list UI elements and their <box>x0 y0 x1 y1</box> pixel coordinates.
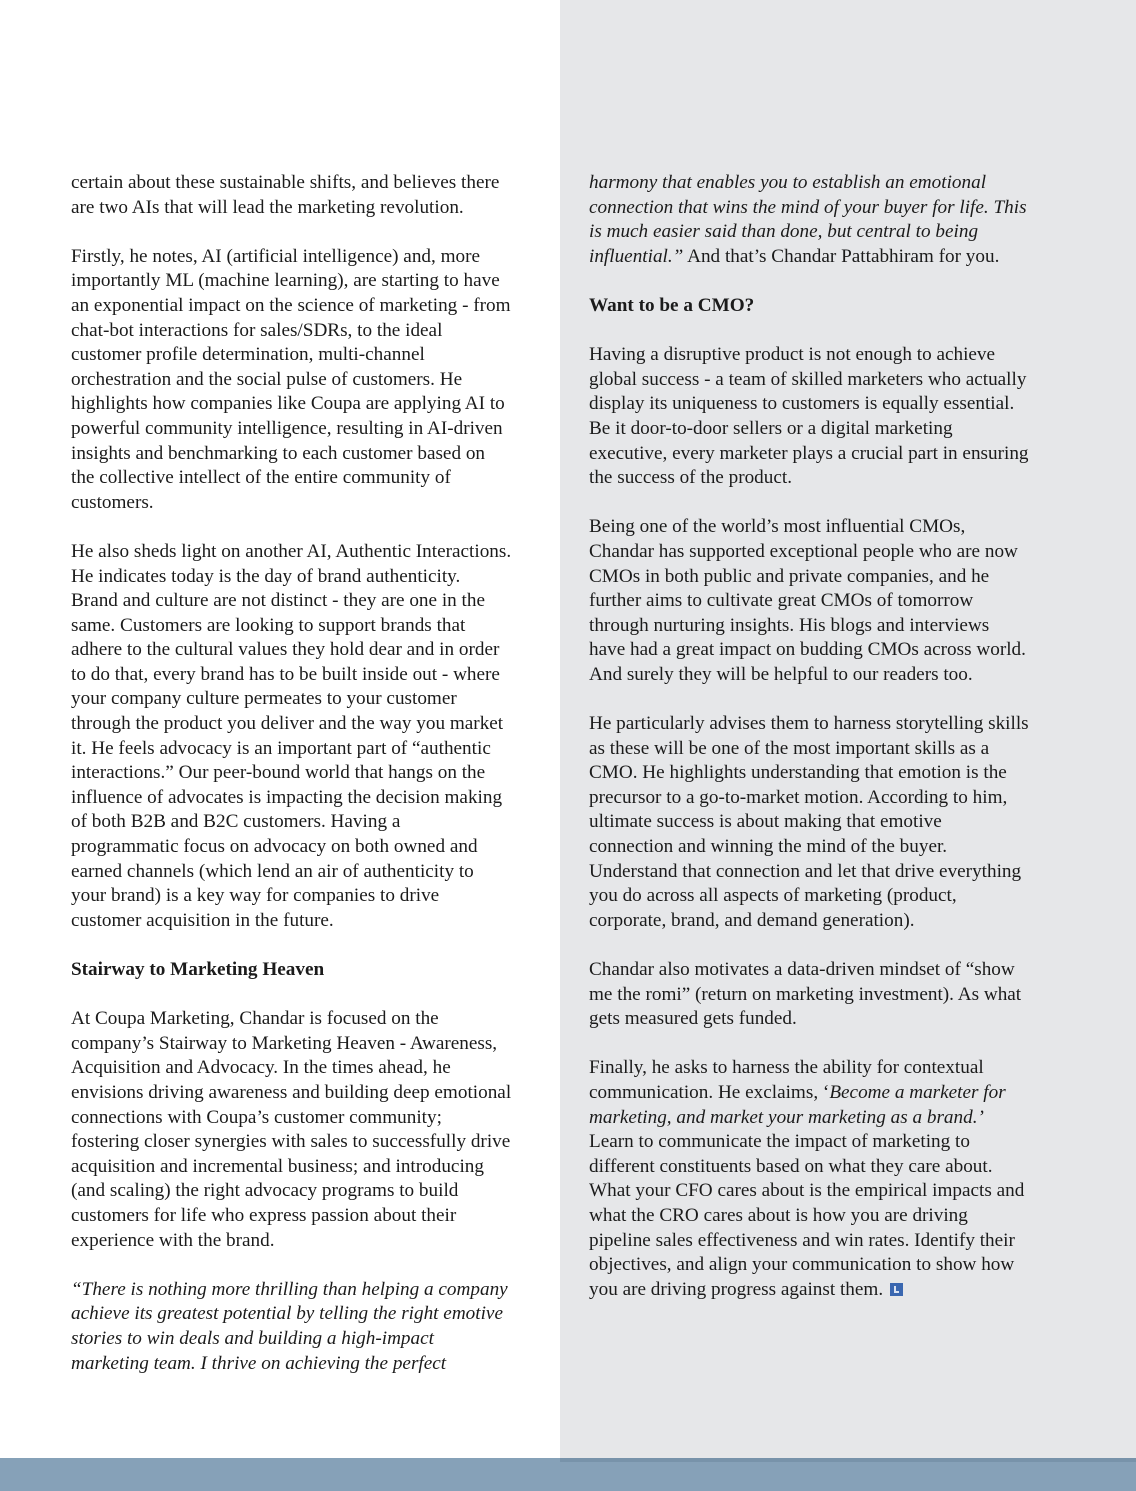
paragraph-contextual-communication: Finally, he asks to harness the ability for contextual communication. He exclaims, ‘Become a marketer for marketing, and market your marketing as a brand.’ Learn to communicate the impact of marketing to different constituents based on what they care about. What your CFO cares about is the empirical impacts and what the CRO cares about is how you are driving pipeline sales effectiveness and win rates. Identify their objectives, and align your communication to show how you are driving progress against them. <box>589 1057 1025 1300</box>
section-heading-stairway: Stairway to Marketing Heaven <box>71 959 325 980</box>
left-column <box>71 171 551 1401</box>
paragraph-authentic-interactions: He also sheds light on another AI, Authentic Interactions. He indicates today is the day of brand authenticity. Brand and culture are not distinct - they are one in the same. Customers are looking to support brands that adhere to the cultural values they hold dear and in order to do that, every brand has to be built inside out - where your company culture permeates to your customer through the product you deliver and the way you market it. He feels advocacy is an important part of “authentic interactions.” Our peer-bound world that hangs on the influence of advocates is impacting the decision making of both B2B and B2C customers. Having a programmatic focus on advocacy on both owned and earned channels (which lend an air of authenticity to your brand) is a key way for companies to drive customer acquisition in the future. <box>71 540 512 931</box>
paragraph-storytelling: He particularly advises them to harness storytelling skills as these will be one of the most important skills as a CMO. He highlights understanding that emotion is the precursor to a go-to-market motion. According to him, ultimate success is about making that emotive connection and winning the mind of the buyer. Understand that connection and let that drive everything you do across all aspects of marketing (product, corporate, brand, and demand generation). <box>589 713 1029 931</box>
footer-band <box>0 1458 1136 1491</box>
right-column <box>589 171 1067 1327</box>
footer-band-accent <box>560 1458 1136 1462</box>
end-of-article-icon <box>890 1283 903 1296</box>
pull-quote-continued: harmony that enables you to establish an emotional connection that wins the mind of your buyer for life. This is much easier said than done, but central to being influential.” And that’s Chandar Pattabhiram for you. <box>589 172 1027 267</box>
paragraph-influential-cmos: Being one of the world’s most influential CMOs, Chandar has supported exceptional people who are now CMOs in both public and private companies, and he further aims to cultivate great CMOs of tomorrow through nurturing insights. His blogs and interviews have had a great impact on budding CMOs across world. And surely they will be helpful to our readers too. <box>589 516 1026 685</box>
paragraph-machine-learning: Firstly, he notes, AI (artificial intelligence) and, more importantly ML (machine learning), are starting to have an exponential impact on the science of marketing - from chat-bot interactions for sales/SDRs, to the ideal customer profile determination, multi-channel orchestration and the social pulse of customers. He highlights how companies like Coupa are applying AI to powerful community intelligence, resulting in AI-driven insights and benchmarking to each customer based on the collective intellect of the entire community of customers. <box>71 245 511 513</box>
paragraph-coupa-marketing: At Coupa Marketing, Chandar is focused on the company’s Stairway to Marketing Heaven - Awareness, Acquisition and Advocacy. In the times ahead, he envisions driving awareness and building deep emotional connections with Coupa’s customer community; fostering closer synergies with sales to successfully drive acquisition and incremental business; and introducing (and scaling) the right advocacy programs to build customers for life who express passion about their experience with the brand. <box>71 1008 512 1251</box>
paragraph-ai-intro: certain about these sustainable shifts, and believes there are two AIs that will lead the marketing revolution. <box>71 172 500 218</box>
pull-quote: “There is nothing more thrilling than helping a company achieve its greatest potential by telling the right emotive stories to win deals and building a high-impact marketing team. I thrive on achieving the perfect <box>71 1278 508 1374</box>
section-heading-cmo: Want to be a CMO? <box>589 294 755 316</box>
paragraph-romi: Chandar also motivates a data-driven mindset of “show me the romi” (return on marketing investment). As what gets measured gets funded. <box>589 959 1022 1030</box>
paragraph-disruptive-product: Having a disruptive product is not enough to achieve global success - a team of skilled marketers who actually display its uniqueness to customers is equally essential. Be it door-to-door sellers or a digital marketing executive, every marketer plays a crucial part in ensuring the success of the product. <box>589 344 1029 489</box>
